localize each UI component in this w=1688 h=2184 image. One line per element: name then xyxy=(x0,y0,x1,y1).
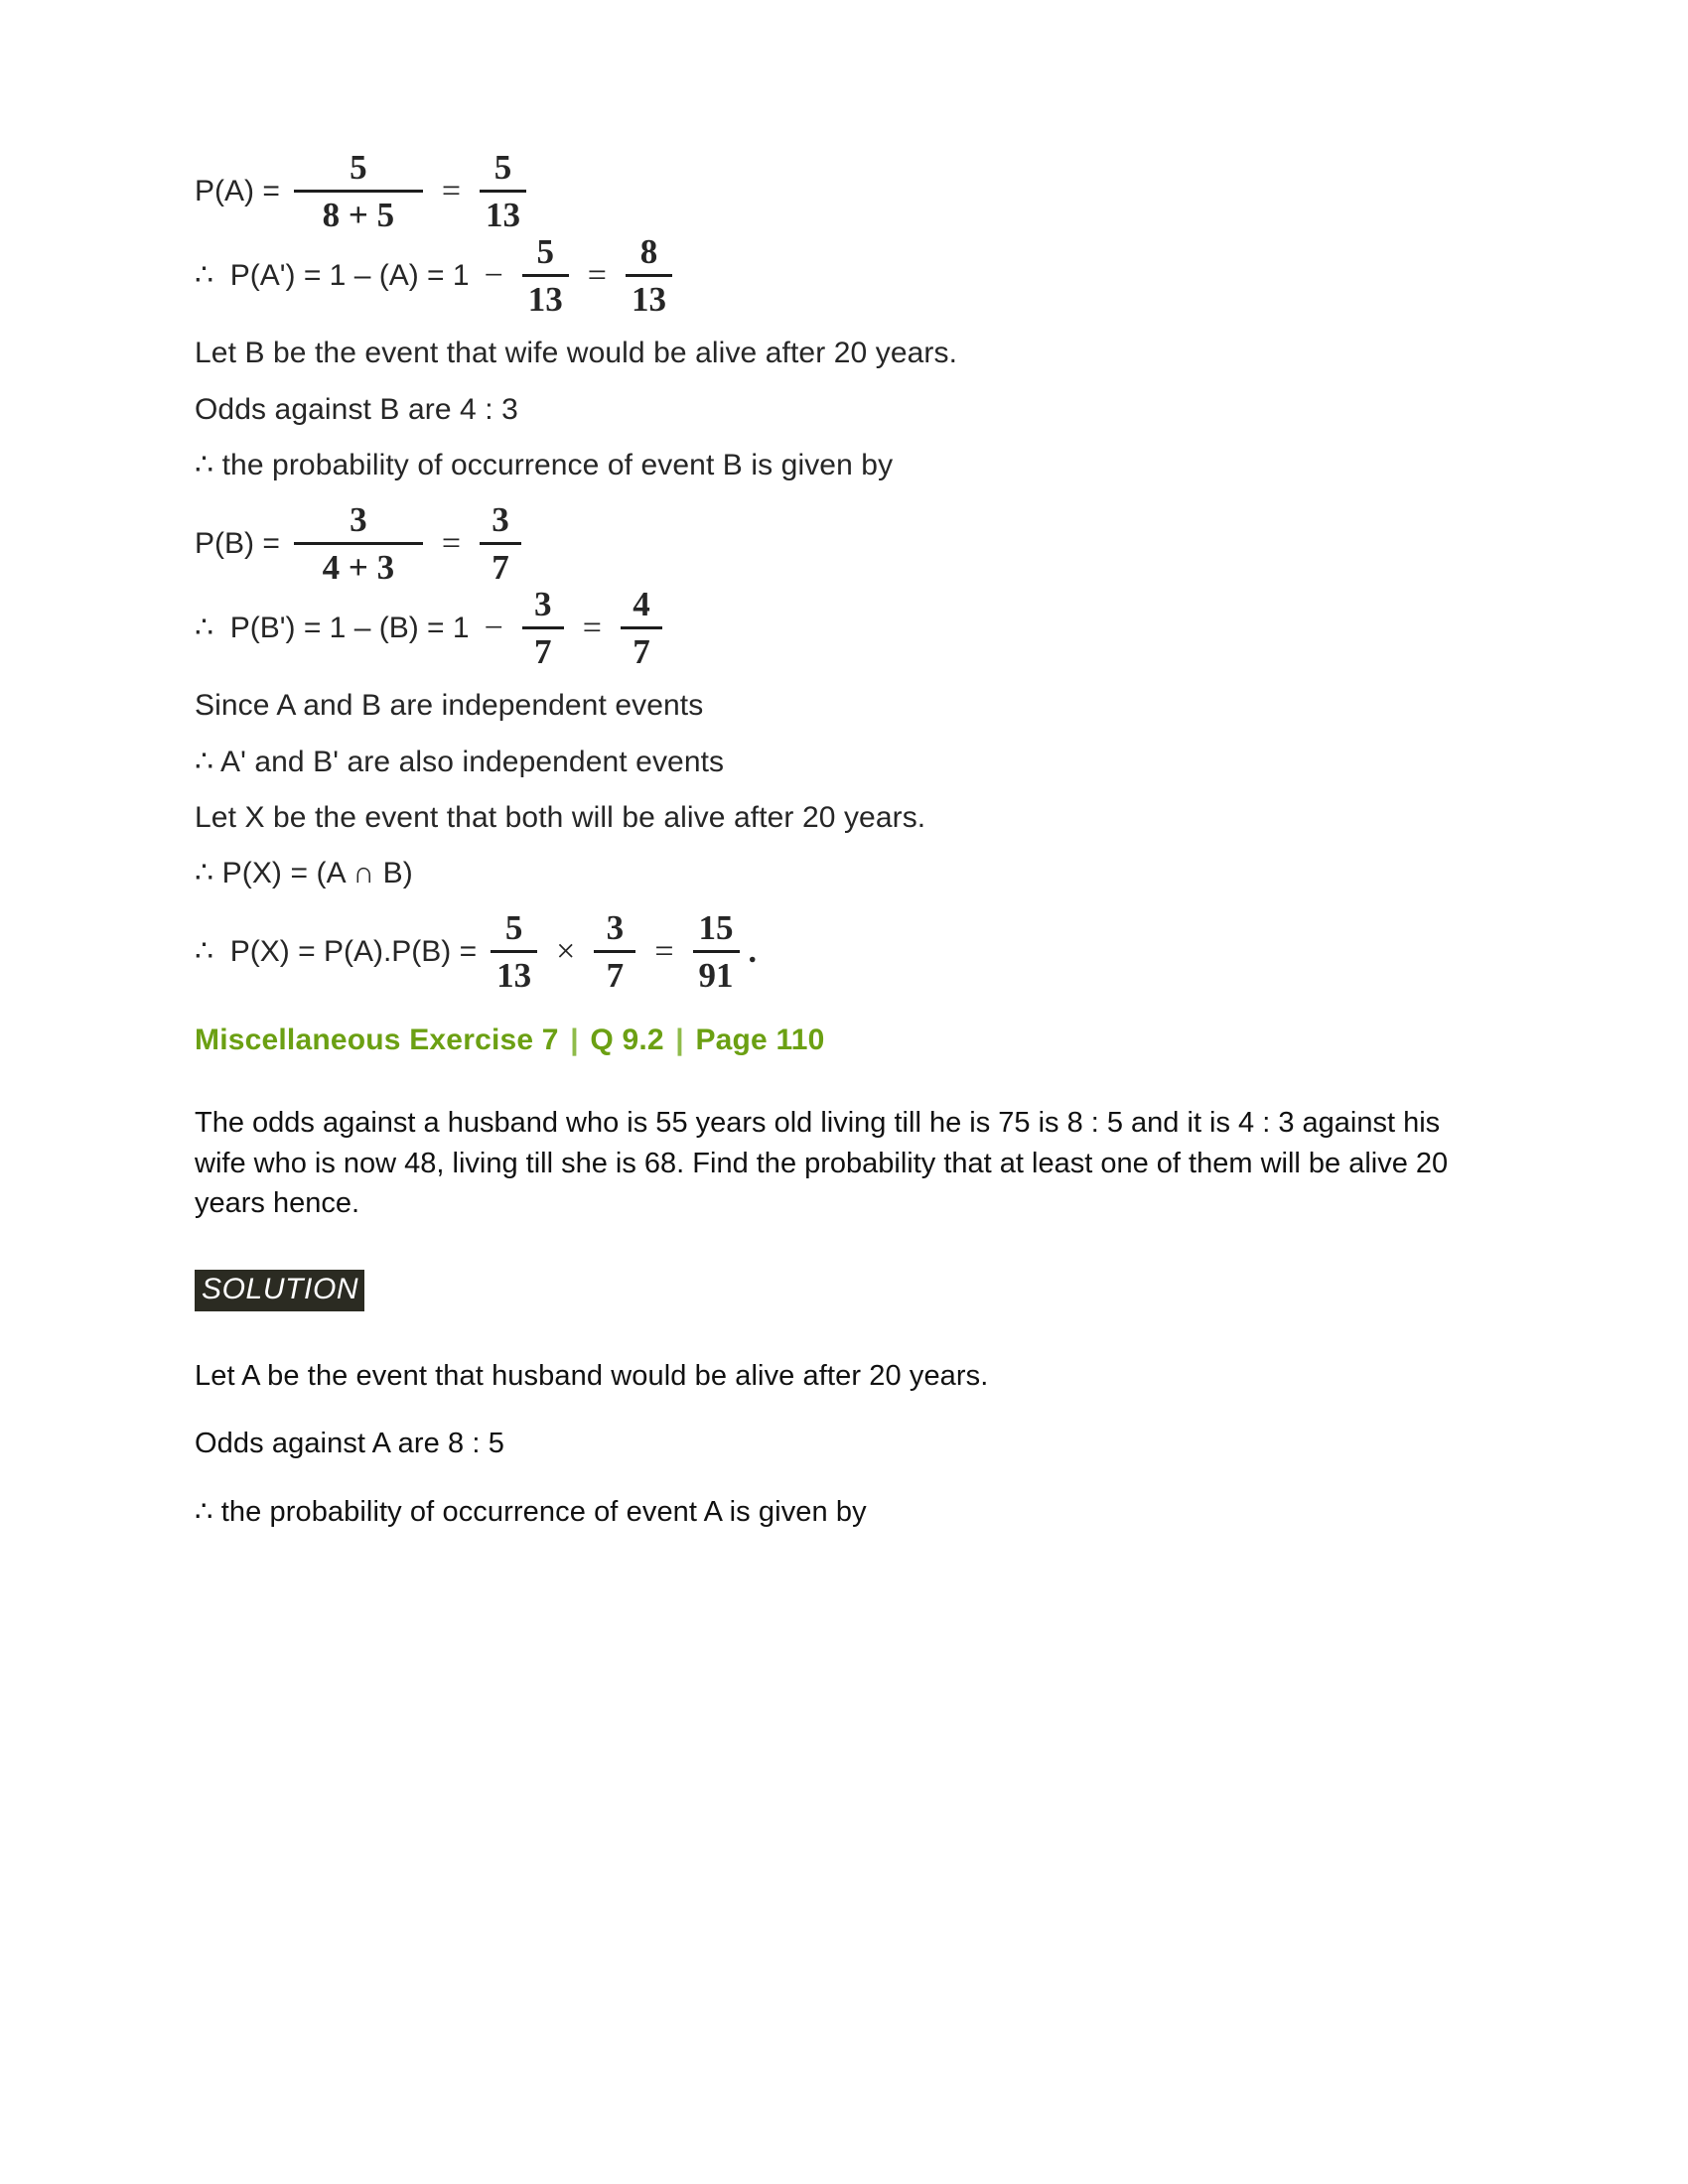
fraction-denominator: 13 xyxy=(486,196,521,235)
spacer xyxy=(195,1224,1476,1270)
spacer xyxy=(195,670,1476,686)
text-let-b: Let B be the event that wife would be alive after 20 years. xyxy=(195,337,958,370)
equals-sign: = xyxy=(441,172,462,209)
fraction-denominator: 7 xyxy=(534,632,552,672)
fraction-bar xyxy=(480,542,521,545)
equation-pa-label: P(A) = xyxy=(195,174,280,207)
fraction-bar xyxy=(480,190,526,193)
fraction-denominator: 13 xyxy=(631,280,666,320)
fraction-denominator: 8 + 5 xyxy=(322,196,395,235)
equation-pa-fraction-1 xyxy=(294,149,423,233)
fraction-denominator: 7 xyxy=(606,956,625,996)
equation-pb-fraction-2 xyxy=(480,501,521,586)
fraction-denominator: 91 xyxy=(698,956,734,996)
fraction-numerator: 5 xyxy=(493,148,512,187)
text-odds-b: Odds against B are 4 : 3 xyxy=(195,392,518,426)
equation-pa-fraction-2 xyxy=(480,149,526,233)
fraction-bar xyxy=(522,626,564,629)
text-px-intersection: ∴ P(X) = (A ∩ B) xyxy=(195,856,413,889)
equation-pa-complement xyxy=(195,233,1476,318)
spacer xyxy=(195,1463,1476,1493)
equation-pb-label: P(B) = xyxy=(195,526,280,560)
equation-pb-complement-label: ∴ P(B') = 1 – (B) = 1 xyxy=(195,612,470,645)
fraction-bar xyxy=(594,950,635,953)
spacer xyxy=(195,838,1476,854)
text-probability-b: ∴ the probability of occurrence of event B is given by xyxy=(195,448,894,481)
equation-px-fraction-1 xyxy=(491,909,537,994)
fraction-denominator: 13 xyxy=(496,956,532,996)
spacer xyxy=(195,1395,1476,1425)
equation-pb-complement-fraction-1 xyxy=(522,586,564,670)
exercise-heading-separator: | xyxy=(570,1024,579,1057)
equals-sign: = xyxy=(441,524,462,562)
fraction-numerator: 3 xyxy=(350,499,367,539)
fraction-denominator: 13 xyxy=(527,280,563,320)
fraction-bar xyxy=(522,274,569,277)
equals-sign: = xyxy=(582,609,602,646)
fraction-bar xyxy=(294,542,423,545)
equation-pb xyxy=(195,501,1476,586)
fraction-numerator: 15 xyxy=(698,908,734,948)
equation-px-final xyxy=(195,909,1476,994)
equation-pa-complement-fraction-1 xyxy=(522,233,569,318)
text-let-x: Let X be the event that both will be alive after 20 years. xyxy=(195,800,926,834)
fraction-numerator: 8 xyxy=(639,232,658,272)
equation-pa-complement-label: ∴ P(A') = 1 – (A) = 1 xyxy=(195,259,470,293)
fraction-denominator: 4 + 3 xyxy=(322,548,395,588)
text-let-a: Let A be the event that husband would be alive after 20 years. xyxy=(195,1359,989,1392)
spacer xyxy=(195,1311,1476,1357)
equation-pb-fraction-1 xyxy=(294,501,423,586)
question-text: The odds against a husband who is 55 years old living till he is 75 is 8 : 5 and it is 4 : 3 against his wife who is now 48, living till she is 68. Find the probability that at least one of them will be alive 20 years hence. xyxy=(195,1107,1449,1220)
fraction-denominator: 7 xyxy=(633,632,650,672)
equation-px-label: ∴ P(X) = P(A).P(B) = xyxy=(195,935,478,969)
exercise-heading-part-page: Page 110 xyxy=(695,1024,825,1057)
spacer xyxy=(195,374,1476,390)
spacer xyxy=(195,485,1476,501)
fraction-numerator: 3 xyxy=(534,585,552,624)
fraction-numerator: 5 xyxy=(504,908,523,948)
fraction-numerator: 3 xyxy=(606,908,625,948)
fraction-numerator: 4 xyxy=(633,585,650,624)
fraction-numerator: 3 xyxy=(492,499,509,539)
equation-px-fraction-3 xyxy=(693,909,740,994)
fraction-bar xyxy=(693,950,740,953)
spacer xyxy=(195,318,1476,334)
fraction-bar xyxy=(621,626,662,629)
fraction-bar xyxy=(294,190,423,193)
equation-pb-complement-fraction-2 xyxy=(621,586,662,670)
multiplication-sign: × xyxy=(556,932,576,970)
equation-pb-complement xyxy=(195,586,1476,670)
spacer xyxy=(195,727,1476,743)
minus-sign: − xyxy=(484,609,503,646)
exercise-heading-part-exercise: Miscellaneous Exercise 7 xyxy=(195,1024,559,1057)
equation-pa xyxy=(195,149,1476,233)
equation-pa-complement-fraction-2 xyxy=(626,233,672,318)
text-odds-a: Odds against A are 8 : 5 xyxy=(195,1428,504,1460)
minus-sign: − xyxy=(484,256,503,294)
exercise-heading-separator: | xyxy=(675,1024,684,1057)
spacer xyxy=(195,893,1476,909)
spacer xyxy=(195,430,1476,446)
fraction-numerator: 5 xyxy=(536,232,555,272)
equals-sign: = xyxy=(587,256,607,294)
text-probability-a: ∴ the probability of occurrence of event A is given by xyxy=(195,1496,867,1529)
fraction-bar xyxy=(626,274,672,277)
text-independent-events: Since A and B are independent events xyxy=(195,689,704,723)
exercise-heading-part-question: Q 9.2 xyxy=(590,1024,664,1057)
spacer xyxy=(195,782,1476,798)
solution-label-row xyxy=(195,1270,1476,1311)
fraction-numerator: 5 xyxy=(350,148,367,187)
spacer xyxy=(195,994,1476,1024)
fraction-bar xyxy=(491,950,537,953)
equation-px-fraction-2 xyxy=(594,909,635,994)
solution-label: SOLUTION xyxy=(195,1270,364,1311)
page-content xyxy=(195,149,1476,1532)
exercise-heading xyxy=(195,1024,1476,1057)
period-mark: . xyxy=(748,932,758,970)
equals-sign: = xyxy=(654,932,674,970)
spacer xyxy=(195,1057,1476,1103)
fraction-denominator: 7 xyxy=(492,548,509,588)
text-independent-events-complement: ∴ A' and B' are also independent events xyxy=(195,745,725,778)
